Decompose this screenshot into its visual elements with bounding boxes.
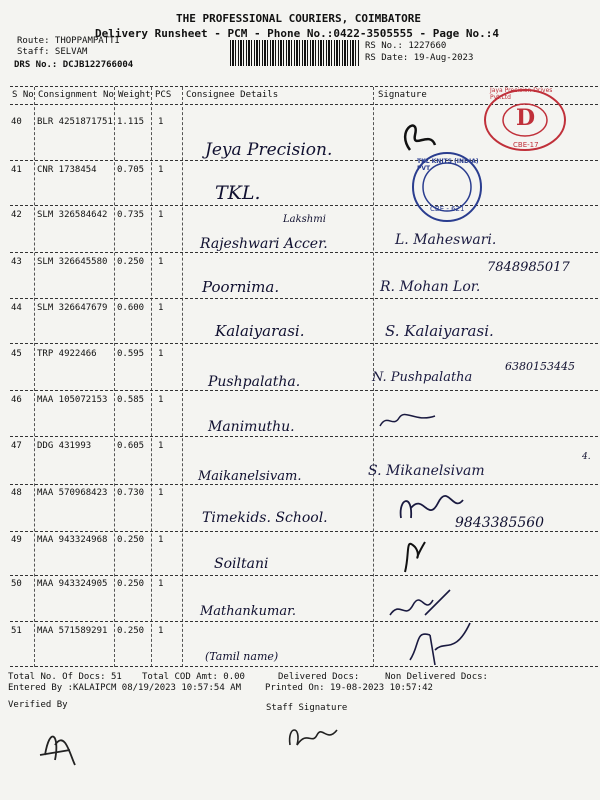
staff-signature-scribble <box>282 715 342 755</box>
row-consignee: Manimuthu. <box>208 419 295 435</box>
row-signature: S. Kalaiyarasi. <box>385 322 494 340</box>
row-pcs: 1 <box>158 303 164 313</box>
verified-signature <box>30 715 90 775</box>
row-pcs: 1 <box>158 488 164 498</box>
stamp-text: Jaya Precision Drives Pvt.Ltd <box>490 87 553 101</box>
total-docs: Total No. Of Docs: 51 <box>8 672 122 682</box>
row-consignment: MAA 570968423 <box>37 488 108 498</box>
row-sno: 47 <box>11 441 22 451</box>
row-weight: 0.250 <box>117 257 145 267</box>
company-stamp-jaya <box>480 85 570 155</box>
row-consignment: SLM 326584642 <box>37 210 108 220</box>
row-weight: 0.705 <box>117 165 145 175</box>
row-sno: 41 <box>11 165 22 175</box>
col-pcs: PCS <box>155 90 172 100</box>
row-sno: 51 <box>11 626 22 636</box>
company-name: THE PROFESSIONAL COURIERS, COIMBATORE <box>176 12 422 25</box>
col-sno: S No <box>12 90 34 100</box>
company-stamp-tkl <box>410 150 485 225</box>
col-consignment: Consignment No <box>38 90 114 100</box>
row-consignee: Poornima. <box>202 278 280 296</box>
row-sno: 48 <box>11 488 22 498</box>
row-consignment: SLM 326647679 <box>37 303 108 313</box>
row-signature: S. Mikanelsivam <box>368 463 485 479</box>
row-rule <box>10 390 598 391</box>
row-consignee: Soiltani <box>214 556 269 572</box>
col-weight: Weight <box>118 90 151 100</box>
row-signature: N. Pushpalatha <box>372 370 473 385</box>
row-sno: 40 <box>11 117 22 127</box>
stamp-text: CBE-17 <box>513 141 539 149</box>
row-rule <box>10 575 598 576</box>
row-rule <box>10 205 598 206</box>
non-delivered-docs: Non Delivered Docs: <box>385 672 488 682</box>
delivered-docs: Delivered Docs: <box>278 672 360 682</box>
row-consignment: MAA 943324905 <box>37 579 108 589</box>
signature-scribble <box>400 615 475 670</box>
row-weight: 1.115 <box>117 117 145 127</box>
row-weight: 0.600 <box>117 303 145 313</box>
row-weight: 0.250 <box>117 535 145 545</box>
row-consignee: Kalaiyarasi. <box>215 322 305 340</box>
row-pcs: 1 <box>158 165 164 175</box>
row-rule <box>10 621 598 622</box>
row-sno: 49 <box>11 535 22 545</box>
row-rule <box>10 298 598 299</box>
row-consignee: Maikanelsivam. <box>198 469 302 484</box>
row-consignment: SLM 326645580 <box>37 257 108 267</box>
row-rule <box>10 343 598 344</box>
row-consignment: MAA 105072153 <box>37 395 108 405</box>
row-pcs: 1 <box>158 117 164 127</box>
stamp-letter: D <box>516 105 536 131</box>
row-consignee: (Tamil name) <box>205 650 279 663</box>
signature-scribble <box>375 408 445 433</box>
col-sep <box>182 87 183 667</box>
row-signature: R. Mohan Lor. <box>380 279 481 295</box>
col-consignee: Consignee Details <box>186 90 279 100</box>
row-consignment: MAA 571589291 <box>37 626 108 636</box>
row-sno: 42 <box>11 210 22 220</box>
row-weight: 0.595 <box>117 349 145 359</box>
col-sep <box>151 87 152 667</box>
rs-date: RS Date: 19-Aug-2023 <box>365 53 474 63</box>
row-rule <box>10 252 598 253</box>
barcode <box>230 40 360 66</box>
row-consignee: Rajeshwari Accer. <box>200 236 328 252</box>
row-signature: L. Maheswari. <box>395 232 497 248</box>
row-consignee: TKL. <box>215 182 261 204</box>
row-rule <box>10 436 598 437</box>
row-weight: 0.735 <box>117 210 145 220</box>
row-rule <box>10 160 598 161</box>
drs-number: DRS No.: DCJB122766004 <box>14 60 134 70</box>
route-label: Route: THOPPAMPATTI <box>17 36 120 46</box>
phone-note: 7848985017 <box>487 260 570 275</box>
row-consignee: Timekids. School. <box>202 510 328 526</box>
staff-label: Staff: SELVAM <box>17 47 88 57</box>
row-sno: 46 <box>11 395 22 405</box>
total-cod: Total COD Amt: 0.00 <box>142 672 245 682</box>
col-sep <box>114 87 115 667</box>
runsheet-title: Delivery Runsheet - PCM - Phone No.:0422-3505555 - Page No.:4 <box>95 27 499 40</box>
stamp-text: CBE - 621 <box>430 205 465 213</box>
row-pcs: 1 <box>158 535 164 545</box>
row-weight: 0.250 <box>117 626 145 636</box>
row-weight: 0.250 <box>117 579 145 589</box>
row-consignee: Jeya Precision. <box>205 140 333 160</box>
staff-signature-label: Staff Signature <box>266 703 348 713</box>
row-pcs: 1 <box>158 626 164 636</box>
row-pcs: 1 <box>158 349 164 359</box>
row-sno: 45 <box>11 349 22 359</box>
row-weight: 0.585 <box>117 395 145 405</box>
row-consignee: Mathankumar. <box>200 604 297 619</box>
row-consignment: CNR 1738454 <box>37 165 97 175</box>
row-pcs: 1 <box>158 579 164 589</box>
row-consignment: DDG 431993 <box>37 441 92 451</box>
corner-mark: 4. <box>582 452 591 462</box>
signature-scribble <box>395 532 435 577</box>
row-weight: 0.730 <box>117 488 145 498</box>
signature-scribble <box>393 488 468 528</box>
row-consignment: TRP 4922466 <box>37 349 97 359</box>
row-pcs: 1 <box>158 395 164 405</box>
row-consignment: MAA 943324968 <box>37 535 108 545</box>
col-sep <box>34 87 35 667</box>
row-weight: 0.605 <box>117 441 145 451</box>
rs-number: RS No.: 1227660 <box>365 41 447 51</box>
row-rule <box>10 484 598 485</box>
row-rule <box>10 531 598 532</box>
row-pcs: 1 <box>158 441 164 451</box>
row-consignment: BLR 4251871751 <box>37 117 113 127</box>
phone-note: 6380153445 <box>505 360 575 373</box>
row-consignee: Pushpalatha. <box>208 374 301 390</box>
tamil-note: Lakshmi <box>283 214 326 225</box>
row-sno: 43 <box>11 257 22 267</box>
row-rule <box>10 666 598 667</box>
row-sno: 50 <box>11 579 22 589</box>
row-pcs: 1 <box>158 257 164 267</box>
printed-on: Printed On: 19-08-2023 10:57:42 <box>265 683 433 693</box>
phone-note: 9843385560 <box>455 515 545 531</box>
col-signature: Signature <box>378 90 427 100</box>
verified-by: Verified By <box>8 700 68 710</box>
row-sno: 44 <box>11 303 22 313</box>
stamp-text: TKL KNITS (INDIA) PVT <box>417 158 479 172</box>
entered-by: Entered By :KALAIPCM 08/19/2023 10:57:54 AM <box>8 683 241 693</box>
row-pcs: 1 <box>158 210 164 220</box>
